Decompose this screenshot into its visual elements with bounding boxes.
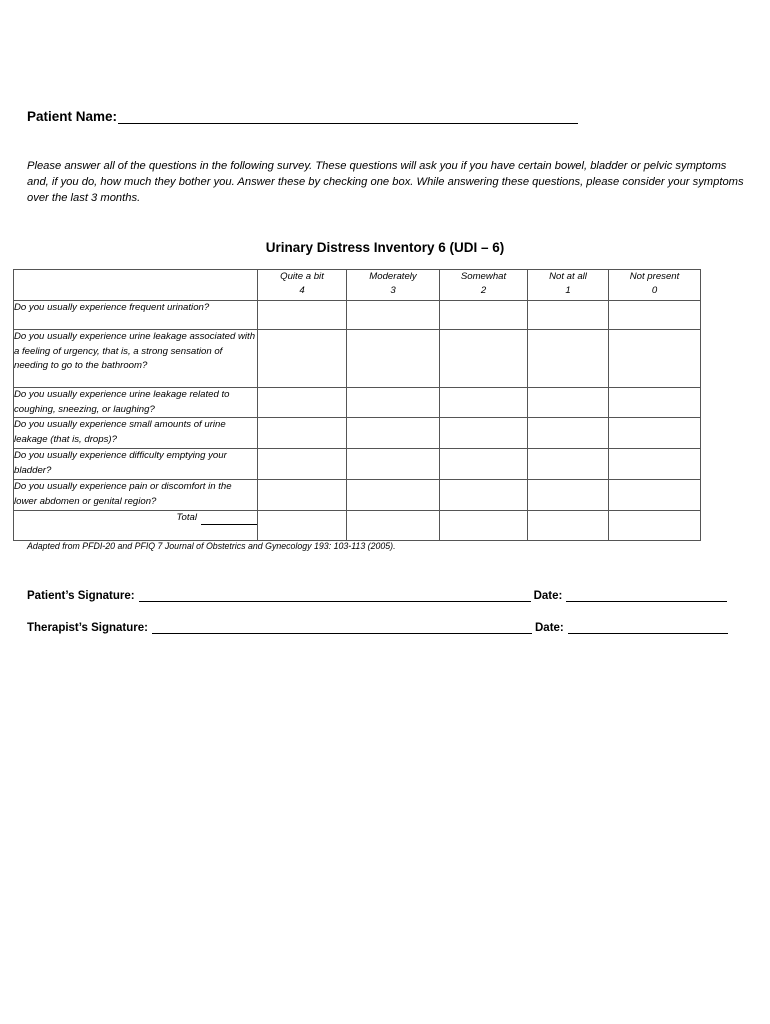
total-blank-cell [528,511,609,541]
answer-cell-somewhat[interactable] [440,330,528,388]
total-row [14,511,701,541]
answer-cell-somewhat[interactable] [440,301,528,330]
answer-cell-somewhat[interactable] [440,388,528,418]
question-row [14,301,701,330]
answer-cell-moderately[interactable] [347,418,440,449]
total-blank-cell [609,511,701,541]
answer-cell-quite-a-bit[interactable] [258,418,347,449]
question-text: Do you usually experience urine leakage associated with a feeling of urgency, that is, a strong sensation of needing to go to the bathroom? [14,330,258,388]
citation-text: Adapted from PFDI-20 and PFIQ 7 Journal of Obstetrics and Gynecology 193: 103-113 (2005). [27,541,396,551]
answer-cell-not-at-all[interactable] [528,301,609,330]
option-header-not-at-all: Not at all 1 [528,270,609,301]
answer-cell-quite-a-bit[interactable] [258,301,347,330]
patient-name-label: Patient Name: [27,109,118,124]
question-text: Do you usually experience small amounts of urine leakage (that is, drops)? [14,418,258,449]
patient-signature-field[interactable] [139,589,531,602]
question-text: Do you usually experience frequent urination? [14,301,258,330]
answer-cell-not-at-all[interactable] [528,330,609,388]
total-blank-cell [440,511,528,541]
patient-date-label: Date: [533,590,563,602]
patient-signature-row [27,589,727,602]
header-row [14,270,701,301]
answer-cell-somewhat[interactable] [440,449,528,480]
question-header-cell [14,270,258,301]
answer-cell-somewhat[interactable] [440,480,528,511]
answer-cell-quite-a-bit[interactable] [258,330,347,388]
total-field[interactable] [201,513,257,525]
question-row [14,480,701,511]
answer-cell-not-at-all[interactable] [528,449,609,480]
therapist-signature-row [27,621,728,634]
answer-cell-not-at-all[interactable] [528,418,609,449]
answer-cell-not-at-all[interactable] [528,480,609,511]
answer-cell-moderately[interactable] [347,480,440,511]
option-header-not-present: Not present 0 [609,270,701,301]
answer-cell-moderately[interactable] [347,301,440,330]
option-header-somewhat: Somewhat 2 [440,270,528,301]
answer-cell-quite-a-bit[interactable] [258,388,347,418]
question-text: Do you usually experience urine leakage related to coughing, sneezing, or laughing? [14,388,258,418]
total-label: Total [176,512,197,524]
answer-cell-not-present[interactable] [609,480,701,511]
answer-cell-not-present[interactable] [609,388,701,418]
answer-cell-not-at-all[interactable] [528,388,609,418]
total-blank-cell [258,511,347,541]
question-row [14,330,701,388]
question-text: Do you usually experience difficulty emptying your bladder? [14,449,258,480]
answer-cell-somewhat[interactable] [440,418,528,449]
answer-cell-not-present[interactable] [609,330,701,388]
answer-cell-moderately[interactable] [347,388,440,418]
therapist-signature-label: Therapist’s Signature: [27,622,148,634]
question-text: Do you usually experience pain or discomfort in the lower abdomen or genital region? [14,480,258,511]
option-header-moderately: Moderately 3 [347,270,440,301]
answer-cell-not-present[interactable] [609,301,701,330]
answer-cell-not-present[interactable] [609,418,701,449]
patient-name-field[interactable] [118,108,578,124]
therapist-date-field[interactable] [568,621,728,634]
answer-cell-quite-a-bit[interactable] [258,449,347,480]
total-cell [14,511,258,541]
patient-name-row [27,108,578,124]
question-row [14,388,701,418]
therapist-signature-field[interactable] [152,621,532,634]
answer-cell-moderately[interactable] [347,449,440,480]
patient-signature-label: Patient’s Signature: [27,590,135,602]
answer-cell-not-present[interactable] [609,449,701,480]
patient-date-field[interactable] [566,589,727,602]
question-row [14,449,701,480]
total-blank-cell [347,511,440,541]
udi6-table [13,269,701,541]
option-header-quite-a-bit: Quite a bit 4 [258,270,347,301]
answer-cell-quite-a-bit[interactable] [258,480,347,511]
survey-title: Urinary Distress Inventory 6 (UDI – 6) [265,240,505,255]
therapist-date-label: Date: [535,622,564,634]
instructions-text: Please answer all of the questions in the following survey. These questions will ask you if you have certain bowel, bladder or pelvic symptoms and, if you do, how much they bother you. Answer these by checking one box. While answering these questions, please consider your symptoms over the last 3 months. [27,160,744,204]
question-row [14,418,701,449]
answer-cell-moderately[interactable] [347,330,440,388]
